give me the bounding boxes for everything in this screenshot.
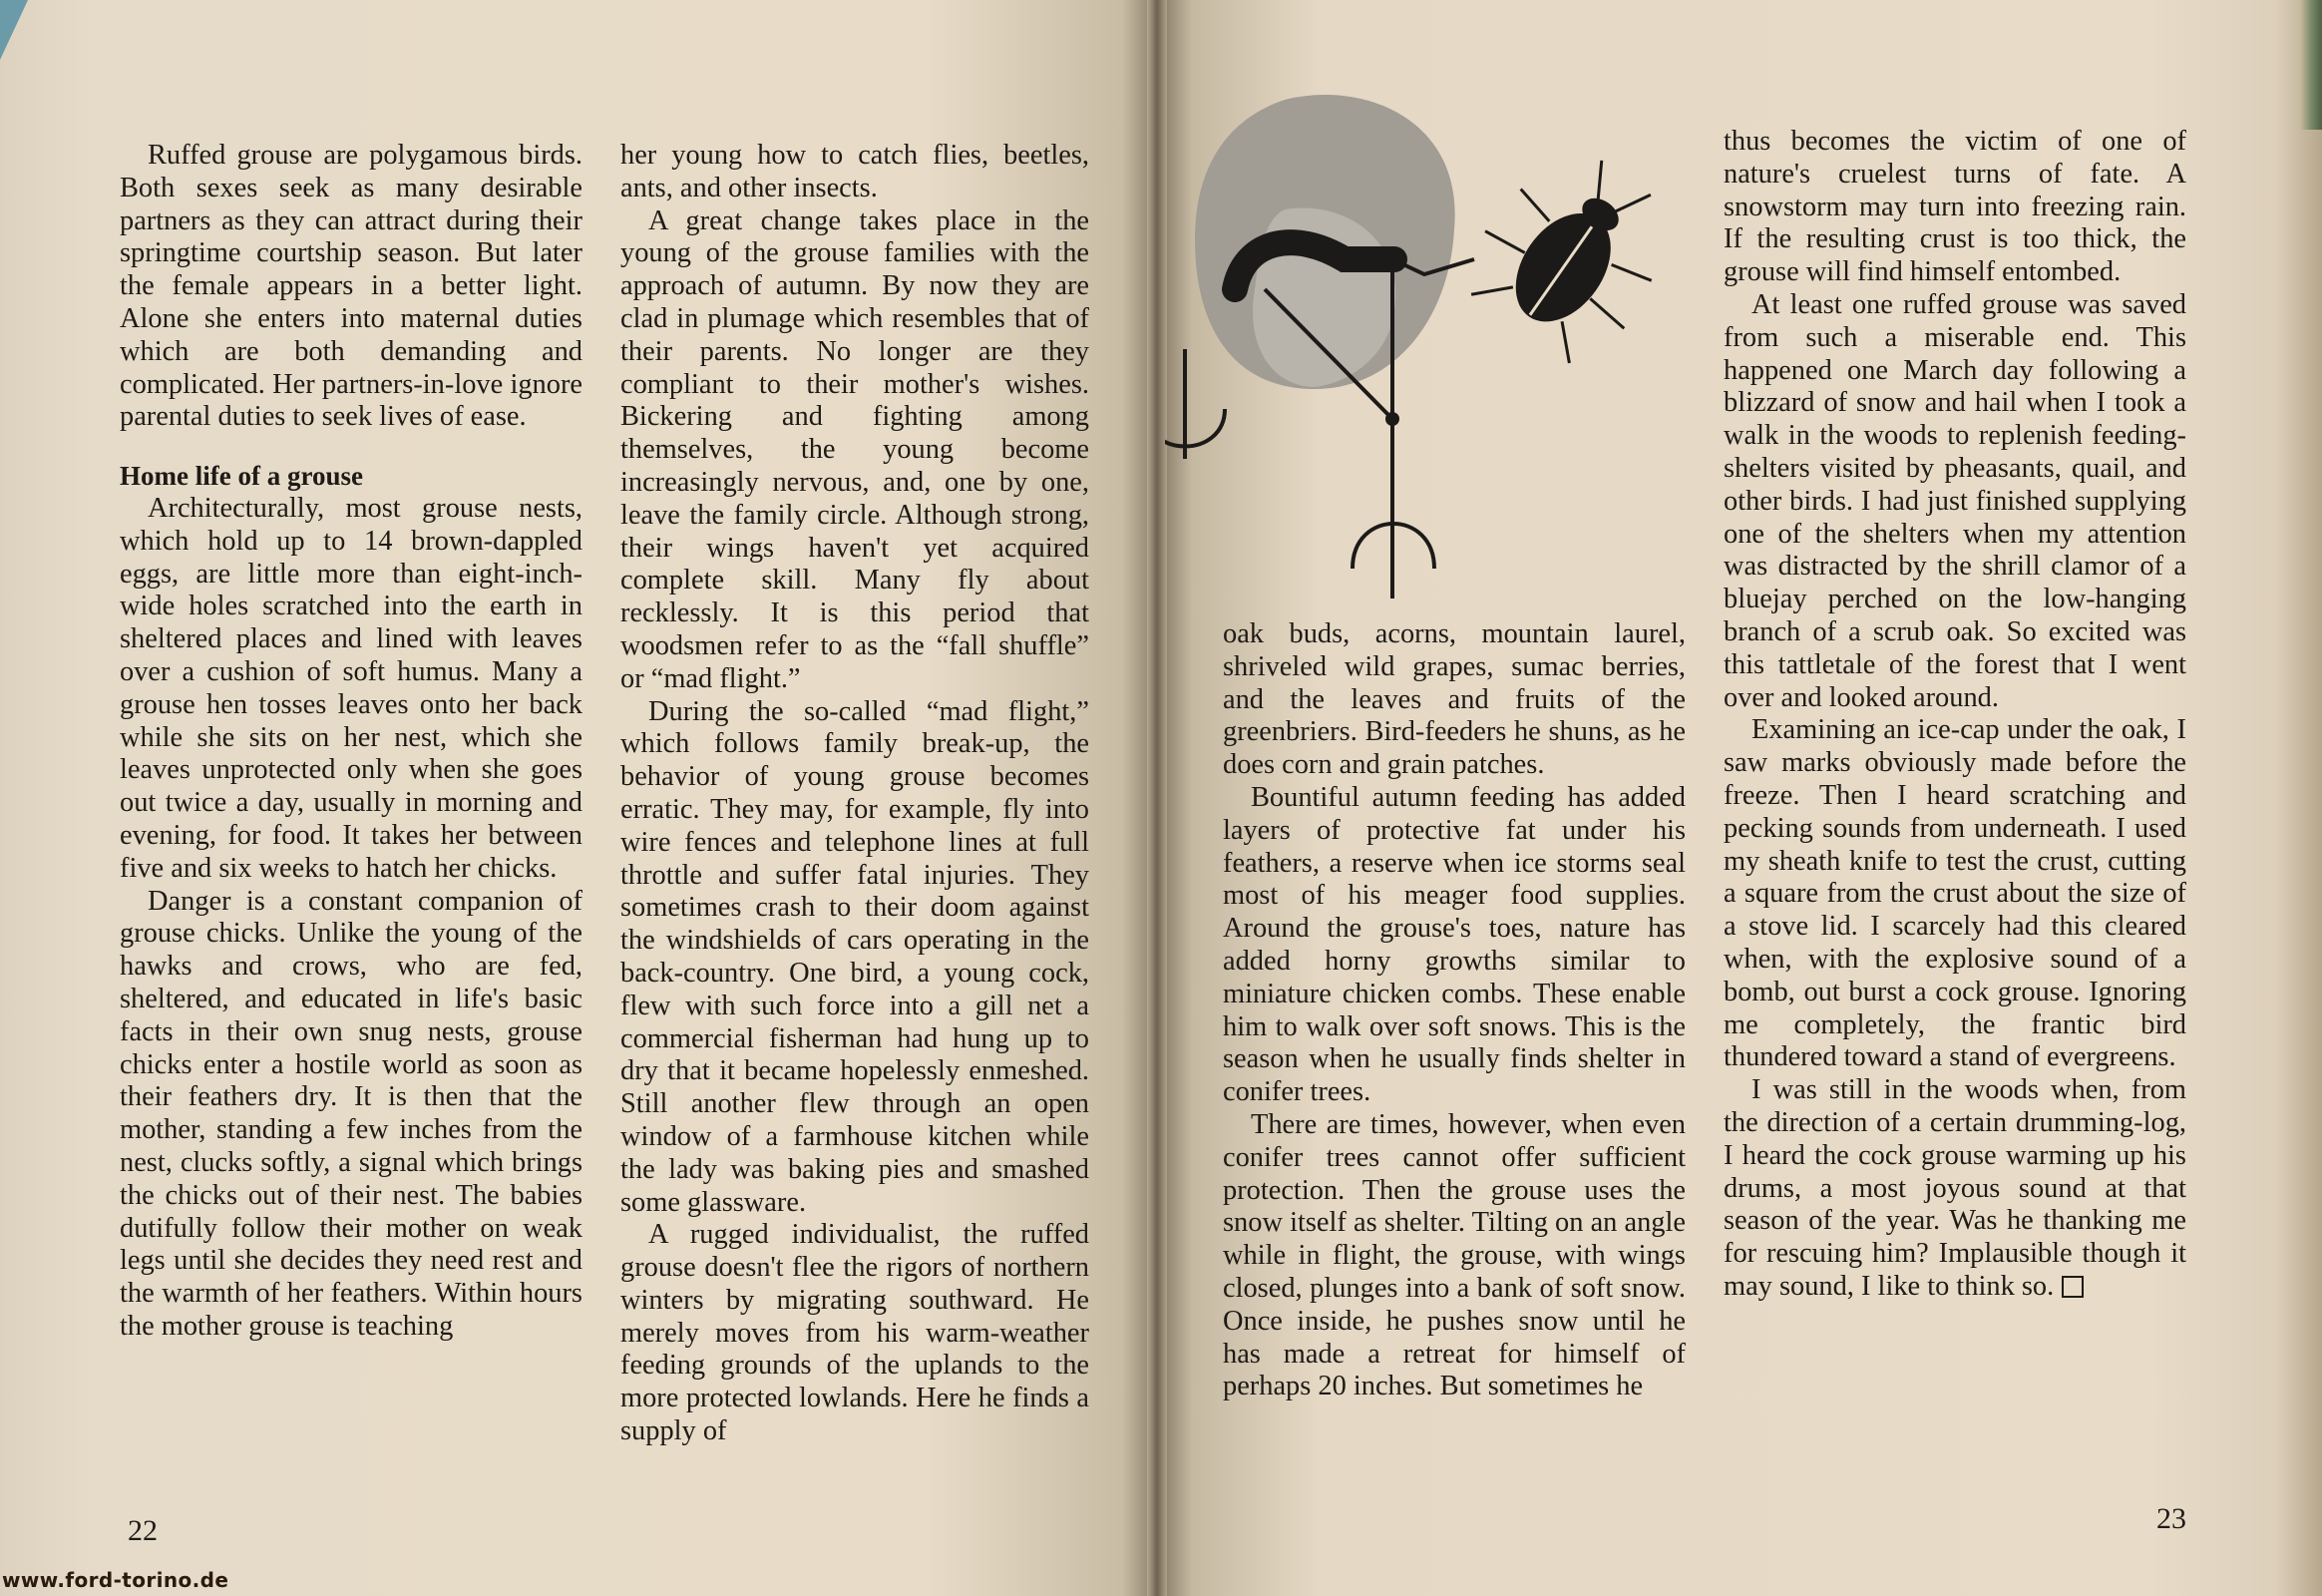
left-page (0, 0, 1157, 1596)
paragraph (1724, 1074, 2186, 1304)
paragraph (1223, 1109, 1686, 1403)
paragraph-text: Ruffed grouse are polygamous birds. Both sexes seek as many desirable partners as they can attract during their springtime courtship season. But later the female appears in a better light. Alone she enters into maternal duties which are both demanding and complicated. Her partners-in-love ignore parental duties to seek lives of ease. (120, 140, 582, 433)
page-number-left: 22 (128, 1514, 158, 1547)
watermark: www.ford-torino.de (2, 1568, 229, 1592)
book-gutter (1147, 0, 1167, 1596)
beetle (1451, 129, 1696, 377)
paragraph (120, 140, 582, 434)
paragraph-text: Architecturally, most grouse nests, which hold up to 14 brown-dappled eggs, are little more than eight-inch-wide holes scratched into the earth in sheltered places and lined with leaves over a cushion of soft humus. Many a grouse hen tosses leaves onto her back while she sits on her nest, which she leaves unprotected only when she goes out twice a day, usually in morning and evening, for food. It takes her between five and six weeks to hatch her chicks. (120, 492, 582, 884)
paragraph (120, 493, 582, 886)
paragraph-text: A great change takes place in the young of the grouse families with the approach of autumn. By now they are clad in plumage which resembles that of their parents. No longer are they compliant to their mother's wishes. Bickering and fighting among themselves, the young become increasingly nervous, and, one by one, leave the family circle. Although strong, their wings haven't yet acquired complete skill. Many fly about recklessly. It is this period that woodsmen refer to as the “fall shuffle” or “mad flight.” (620, 204, 1089, 694)
paragraph-text: Danger is a constant companion of grouse chicks. Unlike the young of the hawks and crows, who are fed, sheltered, and educated in life's basic facts in their own snug nests, grouse chicks enter a hostile world as soon as their feathers dry. It is then that the mother, standing a few inches from the nest, clucks softly, a signal which brings the chicks out of their nest. The babies dutifully follow their mother on weak legs until she decides they need rest and the warmth of her feathers. Within hours the mother grouse is teaching (120, 885, 582, 1342)
paragraph-text: A rugged individualist, the ruffed grouse doesn't flee the rigors of northern winters by migrating southward. He merely moves from his warm-weather feeding grounds of the uplands to the more protected lowlands. Here he finds a supply of (620, 1219, 1089, 1447)
paragraph-text: oak buds, acorns, mountain laurel, shriveled wild grapes, sumac berries, and the leaves and fruits of the greenbriers. Bird-feeders he shuns, as he does corn and grain patches. (1223, 618, 1686, 781)
paragraph (1223, 782, 1686, 1109)
paragraph-text: There are times, however, when even conifer trees cannot offer sufficient protection. Then the grouse uses the snow itself as shelter. Tilting on an angle while in flight, the grouse, with wings closed, plunges into a bank of soft snow. Once inside, he pushes snow until he has made a retreat for himself of perhaps 20 inches. But sometimes he (1223, 1108, 1686, 1402)
paragraph (620, 696, 1089, 1220)
page-number-right: 23 (2156, 1502, 2186, 1535)
paragraph (1724, 126, 2186, 289)
paragraph (620, 205, 1089, 696)
right-column-2 (1724, 126, 2186, 1304)
section-heading: Home life of a grouse (120, 461, 363, 492)
left-column-1 (120, 140, 582, 1344)
paragraph-text: Examining an ice-cap under the oak, I saw marks obviously made before the freeze. Then I heard scratching and pecking sounds from underneath. I used my sheath knife to test the crust, cutting a square from the crust about the size of a stove lid. I scarcely had this cleared when, with the explosive sound of a bomb, out burst a cock grouse. Ignoring me completely, the frantic bird thundered toward a stand of evergreens. (1724, 714, 2186, 1073)
paragraph-text: During the so-called “mad flight,” which follows family break-up, the behavior of young grouse becomes erratic. They may, for example, fly into wire fences and telephone lines at full throttle and suffer fatal injuries. They sometimes crash to their doom against the windshields of cars operating in the back-country. One bird, a young cock, flew with such force into a gill net a commercial fisherman had hung up to dry that it became hopelessly enmeshed. Still another flew through an open window of a farmhouse kitchen while the lady was baking pies and smashed some glassware. (620, 695, 1089, 1218)
paragraph (1724, 714, 2186, 1074)
bird-and-beetle-illustration (1165, 90, 1704, 608)
paragraph-text: At least one ruffed grouse was saved from such a miserable end. This happened one March day following a blizzard of snow and hail when I took a walk in the woods to replenish feeding-shelters visited by pheasants, quail, and other birds. I had just finished supplying one of the shelters when my attention was distracted by the shrill clamor of a bluejay perched on the low-hanging branch of a scrub oak. So excited was this tattletale of the forest that I went over and looked around. (1724, 288, 2186, 713)
paragraph (1223, 618, 1686, 782)
paragraph (1724, 289, 2186, 714)
left-column-2 (620, 140, 1089, 1448)
paragraph (120, 886, 582, 1344)
right-column-1 (1223, 618, 1686, 1403)
paragraph-text: thus becomes the victim of one of nature's cruelest turns of fate. A snowstorm may turn into freezing rain. If the resulting crust is too thick, the grouse will find himself entombed. (1724, 126, 2186, 288)
foot-right (1353, 524, 1434, 598)
paragraph (620, 1219, 1089, 1448)
page-corner (0, 0, 28, 60)
end-mark-icon (2062, 1276, 2084, 1298)
paragraph (620, 140, 1089, 205)
paragraph-text: Bountiful autumn feeding has added layers of protective fat under his feathers, a reserve when ice storms seal most of his meager food supplies. Around the grouse's toes, nature has added horny growths similar to miniature chicken combs. These enable him to walk over soft snows. This is the season when he usually finds shelter in conifer trees. (1223, 781, 1686, 1108)
paragraph-text: I was still in the woods when, from the direction of a certain drumming-log, I heard the cock grouse warming up his drums, a most joyous sound at that season of the year. Was he thanking me for rescuing him? Implausible though it may sound, I like to think so. (1724, 1074, 2186, 1302)
page-edge (2300, 0, 2322, 130)
paragraph-text: her young how to catch flies, beetles, ants, and other insects. (620, 140, 1089, 203)
foot-left (1165, 349, 1225, 459)
